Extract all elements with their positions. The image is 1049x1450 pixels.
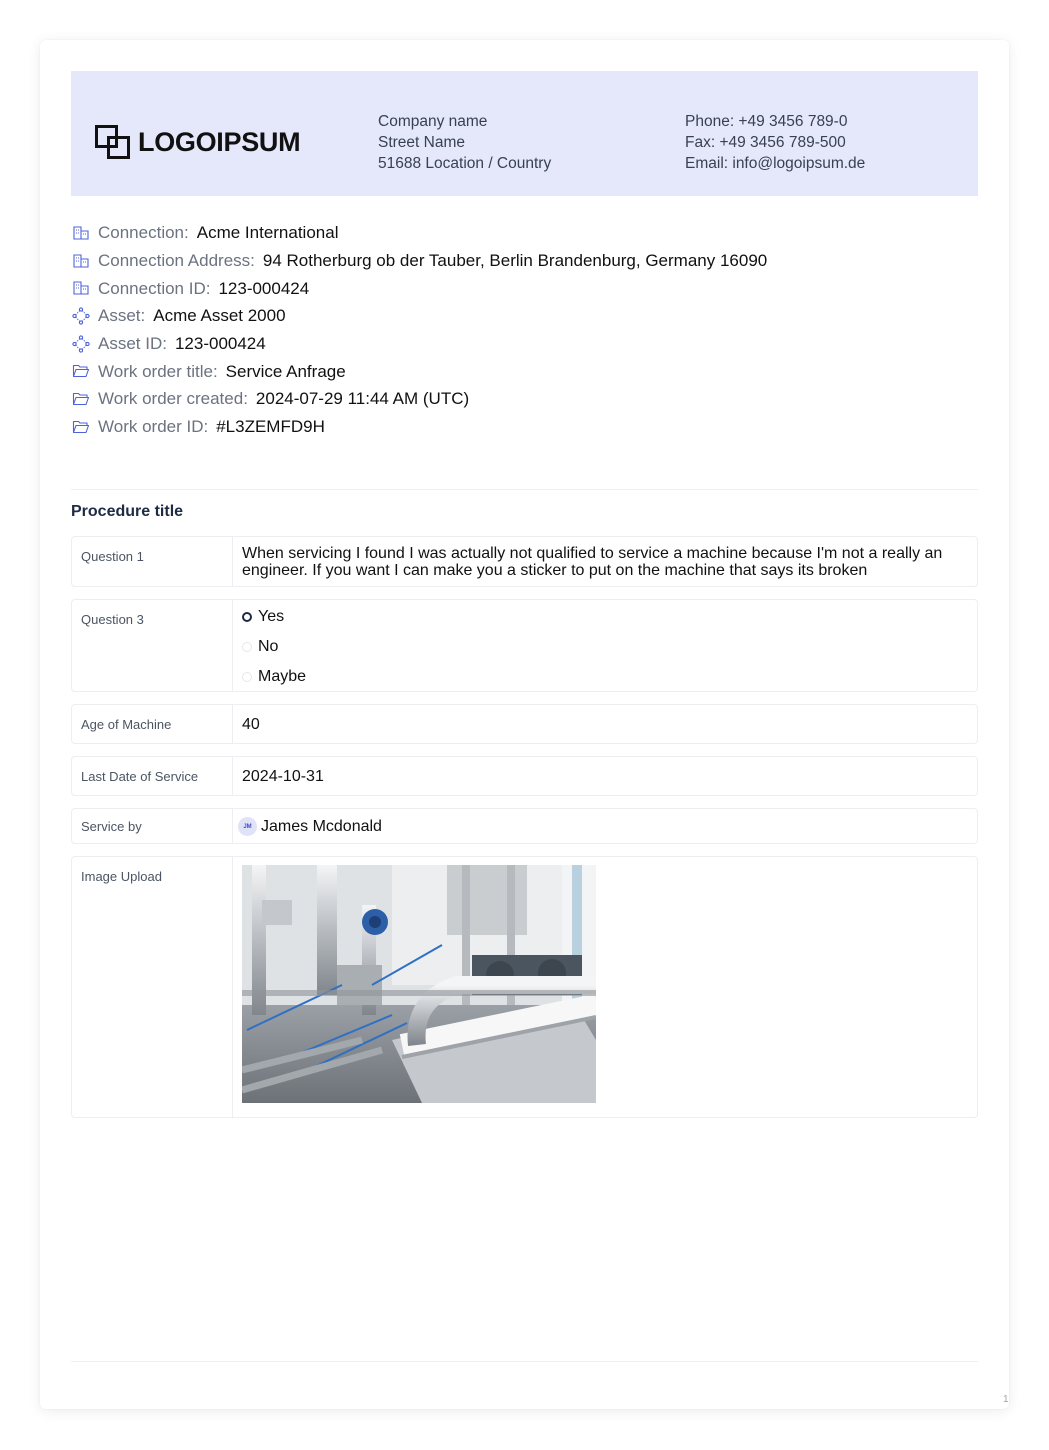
meta-row-asset-id xyxy=(71,330,978,358)
meta-label: Connection: xyxy=(98,223,189,243)
meta-label: Asset: xyxy=(98,306,146,326)
uploaded-image[interactable] xyxy=(242,865,596,1103)
section-divider xyxy=(71,489,978,490)
radio-option-yes[interactable] xyxy=(242,602,967,632)
page-number: 1 xyxy=(1003,1394,1009,1405)
building-icon xyxy=(71,223,91,243)
company-contact xyxy=(685,111,865,174)
email-text: Email: info@logoipsum.de xyxy=(685,155,866,172)
company-logo xyxy=(95,125,300,159)
field-age-of-machine xyxy=(71,704,978,744)
meta-row-work-order-id xyxy=(71,413,978,441)
field-value: When servicing I found I was actually not qualified to service a machine because I'm not a really an engineer. If you want I can make you a sticker to put on the machine that says its broken xyxy=(242,545,943,579)
field-service-by xyxy=(71,808,978,844)
meta-value: 94 Rotherburg ob der Tauber, Berlin Brandenburg, Germany 16090 xyxy=(262,251,768,271)
letterhead xyxy=(71,71,978,196)
field-value: 2024-10-31 xyxy=(242,768,324,785)
folder-open-icon xyxy=(71,417,91,437)
meta-row-work-order-title xyxy=(71,357,978,385)
folder-open-icon xyxy=(71,389,91,409)
logo-squares-icon xyxy=(95,125,131,159)
radio-option-no[interactable] xyxy=(242,632,967,662)
meta-label: Work order title: xyxy=(98,361,218,381)
field-label: Service by xyxy=(72,809,233,843)
radio-label: No xyxy=(258,638,279,655)
field-label: Last Date of Service xyxy=(72,757,233,795)
factory-photo-icon xyxy=(242,865,596,1103)
meta-value: Service Anfrage xyxy=(225,361,346,381)
building-icon xyxy=(71,251,91,271)
field-label: Question 1 xyxy=(72,537,233,586)
company-street: Street Name xyxy=(378,134,466,151)
radio-group xyxy=(242,602,967,692)
field-question-1 xyxy=(71,536,978,587)
meta-row-connection-id xyxy=(71,274,978,302)
asset-nodes-icon xyxy=(71,334,91,354)
meta-label: Asset ID: xyxy=(98,334,167,354)
work-order-details xyxy=(71,219,978,441)
radio-option-maybe[interactable] xyxy=(242,662,967,692)
phone-text: Phone: +49 3456 789-0 xyxy=(685,113,848,130)
meta-row-asset xyxy=(71,302,978,330)
field-value: 40 xyxy=(242,716,260,733)
meta-row-connection xyxy=(71,219,978,247)
meta-value: Acme Asset 2000 xyxy=(153,306,286,326)
meta-value: #L3ZEMFD9H xyxy=(216,417,325,437)
logo-text: LOGOIPSUM xyxy=(138,126,301,157)
company-address xyxy=(378,111,551,174)
building-icon xyxy=(71,278,91,298)
field-last-date-of-service xyxy=(71,756,978,796)
company-name: Company name xyxy=(378,113,488,130)
company-location: 51688 Location / Country xyxy=(378,155,552,172)
meta-label: Connection Address: xyxy=(98,251,255,271)
field-image-upload xyxy=(71,856,978,1118)
radio-selected-icon[interactable] xyxy=(242,612,252,622)
document-page xyxy=(40,40,1009,1409)
meta-label: Connection ID: xyxy=(98,278,211,298)
procedure-title: Procedure title xyxy=(71,503,184,520)
meta-value: 2024-07-29 11:44 AM (UTC) xyxy=(255,389,470,409)
radio-label: Maybe xyxy=(258,668,307,685)
user-name: James Mcdonald xyxy=(261,817,382,835)
meta-row-work-order-created xyxy=(71,385,978,413)
radio-unselected-icon[interactable] xyxy=(242,642,252,652)
meta-value: Acme International xyxy=(196,223,339,243)
meta-value: 123-000424 xyxy=(218,278,310,298)
meta-value: 123-000424 xyxy=(174,334,266,354)
field-value xyxy=(238,817,967,836)
field-question-3 xyxy=(71,599,978,692)
asset-nodes-icon xyxy=(71,306,91,326)
meta-label: Work order created: xyxy=(98,389,248,409)
footer-divider xyxy=(71,1361,978,1362)
folder-open-icon xyxy=(71,361,91,381)
fax-text: Fax: +49 3456 789-500 xyxy=(685,134,846,151)
meta-label: Work order ID: xyxy=(98,417,209,437)
meta-row-connection-address xyxy=(71,247,978,275)
avatar: JM xyxy=(238,817,257,836)
field-label: Question 3 xyxy=(72,600,233,691)
field-label: Age of Machine xyxy=(72,705,233,743)
radio-label: Yes xyxy=(258,608,285,625)
field-label: Image Upload xyxy=(72,857,233,1117)
radio-unselected-icon[interactable] xyxy=(242,672,252,682)
